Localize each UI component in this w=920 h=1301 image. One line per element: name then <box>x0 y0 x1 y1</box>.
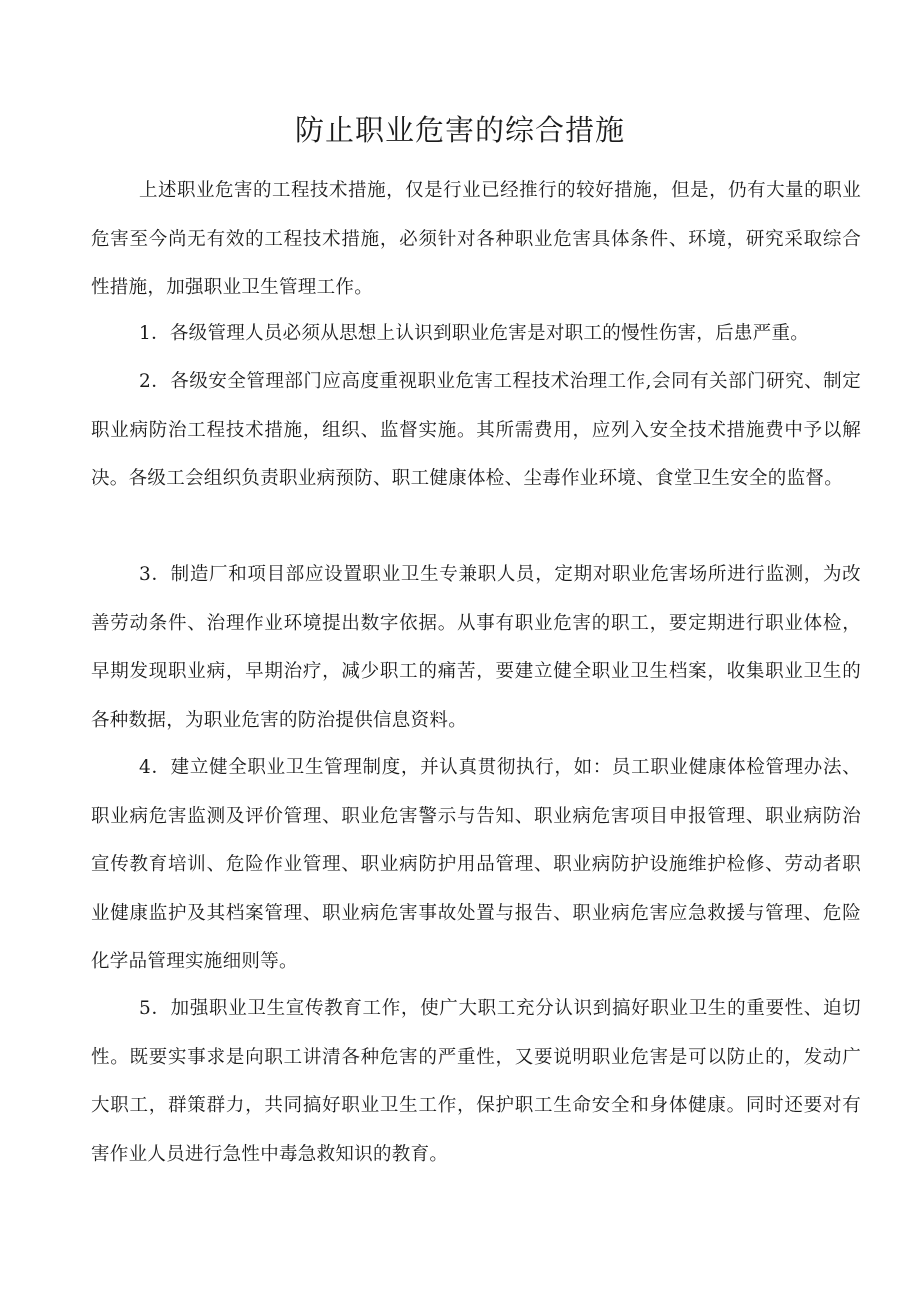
measure-3-paragraph: 3．制造厂和项目部应设置职业卫生专兼职人员，定期对职业危害场所进行监测，为改善劳动条件、治理作业环境提出数字依据。从事有职业危害的职工，要定期进行职业体检，早期发现职业病，早期治疗，减少职工的痛苦，要建立健全职业卫生档案，收集职业卫生的各种数据，为职业危害的防治提供信息资料。 <box>91 564 861 731</box>
measure-1-paragraph: 1．各级管理人员必须从思想上认识到职业危害是对职工的慢性伤害，后患严重。 <box>139 323 810 344</box>
document-title: 防止职业危害的综合措施 <box>294 113 625 147</box>
measure-5-paragraph: 5．加强职业卫生宣传教育工作，使广大职工充分认识到搞好职业卫生的重要性、迫切性。既要实事求是向职工讲清各种危害的严重性，又要说明职业危害是可以防止的，发动广大职工，群策群力，共同搞好职业卫生工作，保护职工生命安全和身体健康。同时还要对有害作业人员进行急性中毒急救知识的教育。 <box>91 998 861 1165</box>
intro-paragraph: 上述职业危害的工程技术措施，仅是行业已经推行的较好措施，但是，仍有大量的职业危害至今尚无有效的工程技术措施，必须针对各种职业危害具体条件、环境，研究采取综合性措施，加强职业卫生管理工作。 <box>91 180 861 298</box>
measure-2-paragraph: 2．各级安全管理部门应高度重视职业危害工程技术治理工作,会同有关部门研究、制定职业病防治工程技术措施，组织、监督实施。其所需费用，应列入安全技术措施费中予以解决。各级工会组织负责职业病预防、职工健康体检、尘毒作业环境、食堂卫生安全的监督。 <box>91 371 861 489</box>
measure-4-paragraph: 4．建立健全职业卫生管理制度，并认真贯彻执行，如：员工职业健康体检管理办法、职业病危害监测及评价管理、职业危害警示与告知、职业病危害项目申报管理、职业病防治宣传教育培训、危险作业管理、职业病防护用品管理、职业病防护设施维护检修、劳动者职业健康监护及其档案管理、职业病危害事故处置与报告、职业病危害应急救援与管理、危险化学品管理实施细则等。 <box>91 757 861 972</box>
